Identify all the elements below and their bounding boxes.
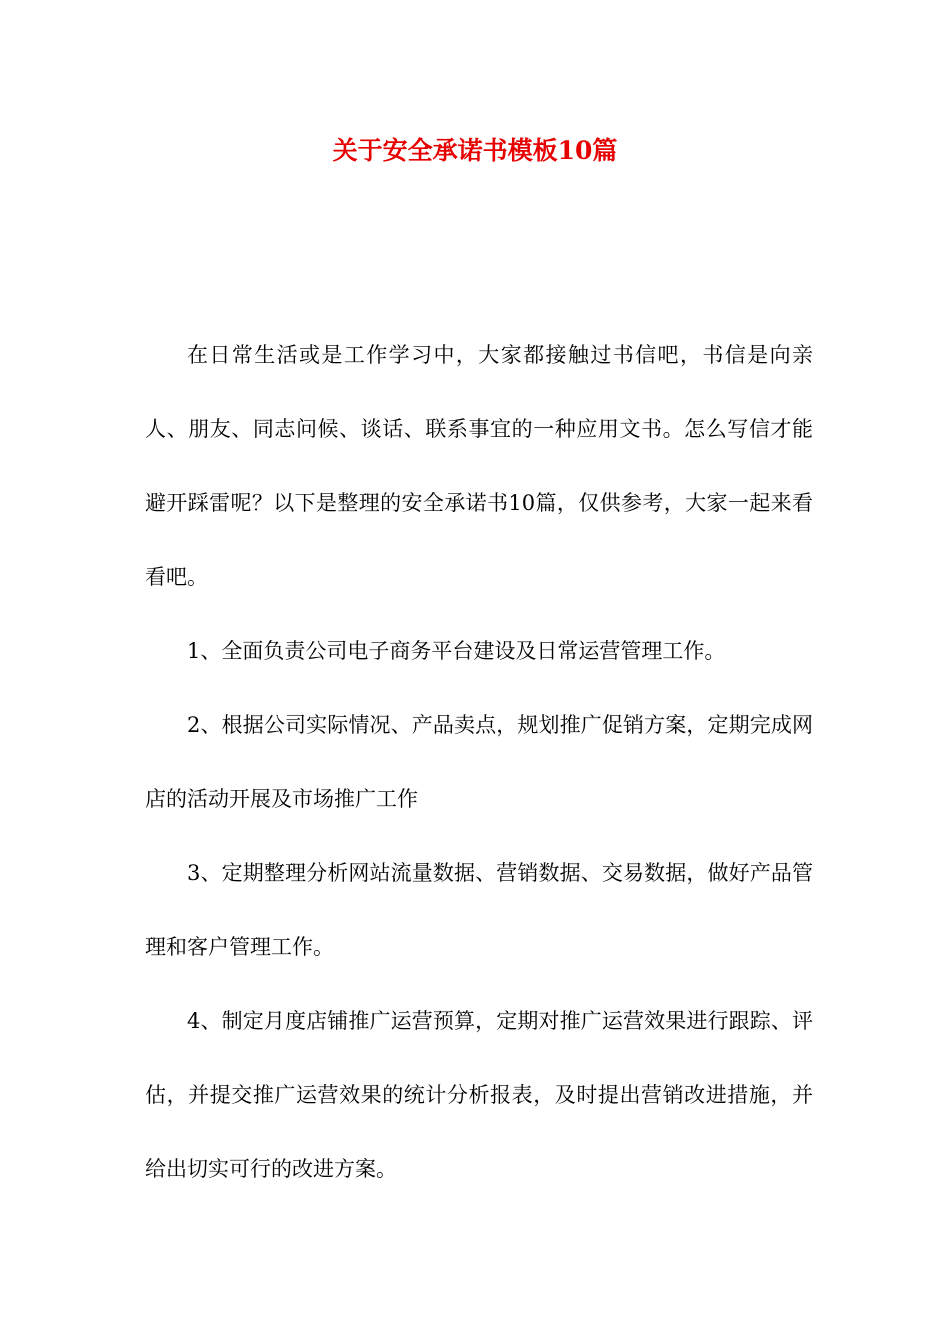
intro-paragraph: 在日常生活或是工作学习中，大家都接触过书信吧，书信是向亲人、朋友、同志问候、谈话、联系事宜的一种应用文书。怎么写信才能避开踩雷呢？以下是整理的安全承诺书10篇，仅供参考，大家一起来看看吧。 — [145, 343, 813, 589]
list-item-4: 4、制定月度店铺推广运营预算，定期对推广运营效果进行跟踪、评估，并提交推广运营效果的统计分析报表，及时提出营销改进措施，并给出切实可行的改进方案。 — [145, 1009, 813, 1181]
document-body — [145, 318, 813, 1206]
list-item-1: 1、全面负责公司电子商务平台建设及日常运营管理工作。 — [187, 639, 726, 663]
document-title: 关于安全承诺书模板10篇 — [332, 136, 618, 165]
list-item-2: 2、根据公司实际情况、产品卖点，规划推广促销方案，定期完成网店的活动开展及市场推广工作 — [145, 713, 813, 811]
list-item-3: 3、定期整理分析网站流量数据、营销数据、交易数据，做好产品管理和客户管理工作。 — [145, 861, 813, 959]
